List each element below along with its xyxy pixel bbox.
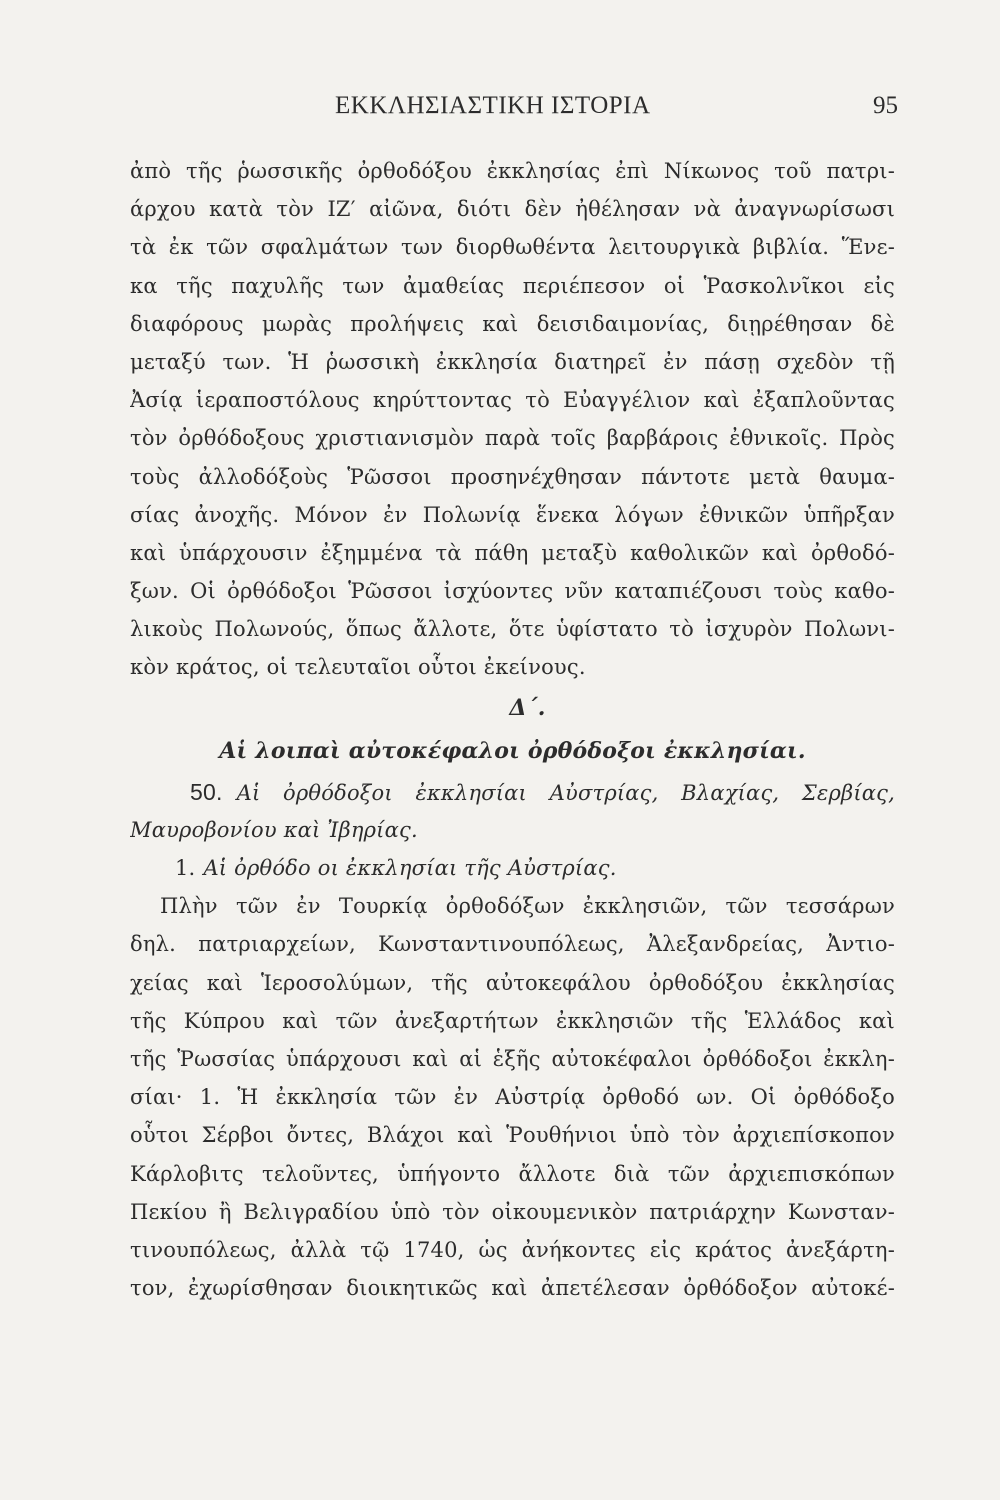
text-line: Πλὴν τῶν ἐν Τουρκίᾳ ὀρθοδόξων ἐκκλησιῶν, τῶν τεσσάρων <box>160 894 895 919</box>
text-line: οὗτοι Σέρβοι ὄντες, Βλάχοι καὶ Ῥουθήνιοι ὑπὸ τὸν ἀρχιεπίσκοπον <box>130 1123 895 1148</box>
text-line: διαφόρους μωρὰς προλήψεις καὶ δεισιδαιμονίας, διῃρέθησαν δὲ <box>130 311 895 336</box>
text-line: τινουπόλεως, ἀλλὰ τῷ 1740, ὡς ἀνήκοντες εἰς κράτος ἀνεξάρτη- <box>130 1237 895 1262</box>
subheading <box>130 849 895 887</box>
text-line: σίας ἀνοχῆς. Μόνον ἐν Πολωνίᾳ ἕνεκα λόγων ἐθνικῶν ὑπῆρξαν <box>130 502 895 527</box>
text-line: χείας καὶ Ἱεροσολύμων, τῆς αὐτοκεφάλου ὀρθοδόξου ἐκκλησίας <box>130 970 895 995</box>
text-line: τον, ἐχωρίσθησαν διοικητικῶς καὶ ἀπετέλεσαν ὀρθόδοξον αὐτοκέ- <box>130 1276 895 1301</box>
text-line: ξων. Οἱ ὀρθόδοξοι Ῥῶσσοι ἰσχύοντες νῦν καταπιέζουσι τοὺς καθο- <box>130 579 895 604</box>
paragraph-number: 50. <box>190 778 223 805</box>
subheading-text: Αἱ ὀρθόδο οι ἐκκλησίαι τῆς Αὐστρίας. <box>203 856 617 880</box>
text-line: δηλ. πατριαρχείων, Κωνσταντινουπόλεως, Ἀλεξανδρείας, Ἀντιο- <box>130 932 895 957</box>
text-line: Ἀσίᾳ ἱεραποστόλους κηρύττοντας τὸ Εὐαγγέλιον καὶ ἐξαπλοῦντας <box>130 388 895 413</box>
text-line: Κάρλοβιτς τελοῦντες, ὑπήγοντο ἄλλοτε διὰ τῶν ἀρχιεπισκόπων <box>130 1161 895 1186</box>
text-line: κα τῆς παχυλῆς των ἀμαθείας περιέπεσον οἱ Ῥασκολνῖκοι εἰς <box>130 273 895 298</box>
text-line: καὶ ὑπάρχουσιν ἐξημμένα τὰ πάθη μεταξὺ καθολικῶν καὶ ὀρθοδό- <box>130 540 895 565</box>
paragraph-heading-continuation: Μαυροβονίου καὶ Ἰβηρίας. <box>130 817 418 842</box>
running-title: ΕΚΚΛΗΣΙΑΣΤΙΚΗ ΙΣΤΟΡΙΑ <box>335 92 651 119</box>
text-line: τὸν ὀρθόδοξους χριστιανισμὸν παρὰ τοῖς βαρβάροις ἐθνικοῖς. Πρὸς <box>130 426 895 451</box>
section-letter: Δ΄. <box>509 694 546 721</box>
paragraph-heading <box>130 773 895 811</box>
text-line: τὰ ἐκ τῶν σφαλμάτων των διορθωθέντα λειτουργικὰ βιβλία. Ἕνε- <box>130 235 895 260</box>
text-line: μεταξύ των. Ἡ ῥωσσικὴ ἐκκλησία διατηρεῖ ἐν πάσῃ σχεδὸν τῇ <box>130 349 895 374</box>
page-number: 95 <box>873 92 898 119</box>
paragraph-heading-text: Αἱ ὀρθόδοξοι ἐκκλησίαι Αὐστρίας, Βλαχίας, Σερβίας, <box>236 780 895 805</box>
text-line: άρχου κατὰ τὸν ΙΖ′ αἰῶνα, διότι δὲν ἠθέλησαν νὰ ἀναγνωρίσωσι <box>130 197 895 222</box>
text-line: τῆς Κύπρου καὶ τῶν ἀνεξαρτήτων ἐκκλησιῶν τῆς Ἑλλάδος καὶ <box>130 1008 895 1033</box>
text-line: σίαι· 1. Ἡ ἐκκλησία τῶν ἐν Αὐστρίᾳ ὀρθοδό ων. Οἱ ὀρθόδοξο <box>130 1085 895 1110</box>
text-line: ἀπὸ τῆς ῥωσσικῆς ὀρθοδόξου ἐκκλησίας ἐπὶ Νίκωνος τοῦ πατρι- <box>130 159 895 183</box>
subheading-number: 1. <box>175 856 196 880</box>
text-line: λικοὺς Πολωνούς, ὅπως ἄλλοτε, ὅτε ὑφίστατο τὸ ἰσχυρὸν Πολωνι- <box>130 617 895 642</box>
text-line: τῆς Ῥωσσίας ὑπάρχουσι καὶ αἱ ἑξῆς αὐτοκέφαλοι ὀρθόδοξοι ἐκκλη- <box>130 1046 895 1071</box>
section-title: Αἱ λοιπαὶ αὐτοκέφαλοι ὀρθόδοξοι ἐκκλησίαι. <box>219 737 806 764</box>
body-text <box>130 152 895 1307</box>
text-line: Πεκίου ἢ Βελιγραδίου ὑπὸ τὸν οἰκουμενικὸν πατριάρχην Κωνσταν- <box>130 1199 895 1224</box>
page-header <box>130 92 898 126</box>
text-line: τοὺς ἀλλοδόξοὺς Ῥῶσσοι προσηνέχθησαν πάντοτε μετὰ θαυμα- <box>130 464 895 489</box>
text-line: κὸν κράτος, οἱ τελευταῖοι οὗτοι ἐκείνους. <box>130 655 586 680</box>
